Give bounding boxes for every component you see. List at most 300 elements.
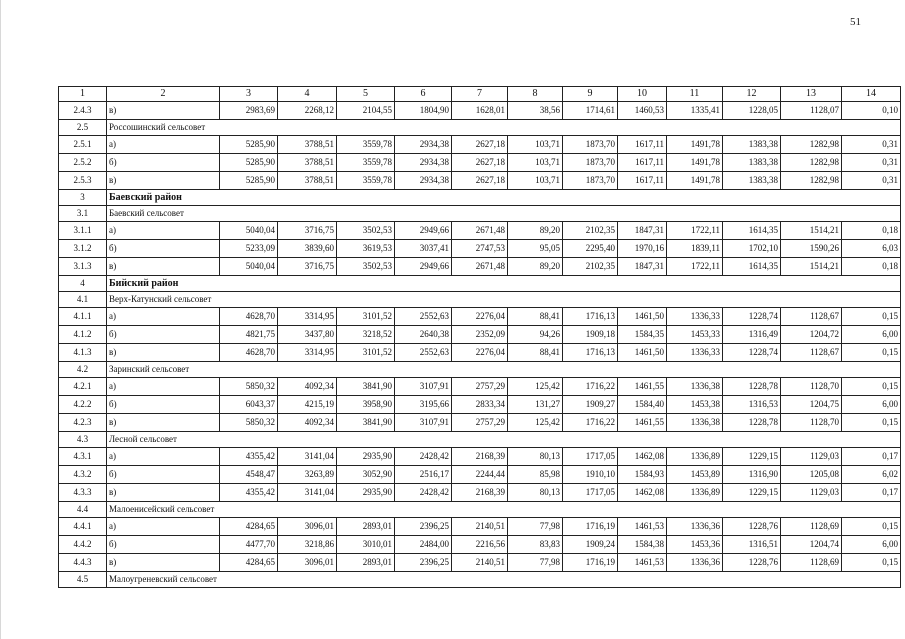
table-cell: 77,98 — [508, 518, 563, 536]
table-cell: 1491,78 — [667, 172, 723, 190]
table-cell: 0,31 — [842, 172, 901, 190]
table-cell: 1128,70 — [781, 414, 842, 432]
table-row — [59, 466, 901, 484]
table-row — [59, 484, 901, 502]
table-cell: 2949,66 — [395, 222, 452, 240]
table-cell: 2627,18 — [452, 136, 508, 154]
table-cell: 1282,98 — [781, 136, 842, 154]
table-cell: 1722,11 — [667, 222, 723, 240]
table-cell: 1336,36 — [667, 518, 723, 536]
row-code: 4.3.1 — [59, 448, 107, 466]
table-cell: 3096,01 — [278, 518, 337, 536]
table-cell: 4284,65 — [220, 518, 278, 536]
table-cell: 3218,86 — [278, 536, 337, 554]
table-cell: 2934,38 — [395, 154, 452, 172]
table-cell: 3841,90 — [337, 378, 395, 396]
table-cell: 0,17 — [842, 448, 901, 466]
table-cell: 0,31 — [842, 154, 901, 172]
table-cell: 3788,51 — [278, 136, 337, 154]
table-cell: 1228,05 — [723, 102, 781, 120]
table-cell: 3788,51 — [278, 154, 337, 172]
table-cell: 2671,48 — [452, 258, 508, 276]
row-code: 4.1.2 — [59, 326, 107, 344]
table-cell: 1336,89 — [667, 448, 723, 466]
column-header: 13 — [781, 87, 842, 102]
district-row — [59, 190, 901, 206]
table-cell: 1514,21 — [781, 222, 842, 240]
table-cell: 4092,34 — [278, 414, 337, 432]
table-cell: 1873,70 — [563, 154, 618, 172]
table-cell: 1461,53 — [618, 518, 667, 536]
table-cell: 1128,67 — [781, 344, 842, 362]
table-cell: 5285,90 — [220, 172, 278, 190]
table-cell: 3841,90 — [337, 414, 395, 432]
table-cell: 6043,37 — [220, 396, 278, 414]
row-code: 4.3.3 — [59, 484, 107, 502]
table-cell: 1383,38 — [723, 172, 781, 190]
table-cell: 1614,35 — [723, 258, 781, 276]
table-cell: 2102,35 — [563, 222, 618, 240]
table-cell: 1584,93 — [618, 466, 667, 484]
row-code: 3.1 — [59, 206, 107, 222]
row-option-label: в) — [107, 484, 220, 502]
table-cell: 3839,60 — [278, 240, 337, 258]
column-header: 6 — [395, 87, 452, 102]
council-title: Заринский сельсовет — [107, 362, 901, 378]
table-cell: 3716,75 — [278, 258, 337, 276]
row-option-label: а) — [107, 136, 220, 154]
council-title: Баевский сельсовет — [107, 206, 901, 222]
table-cell: 4477,70 — [220, 536, 278, 554]
row-code: 4.2.2 — [59, 396, 107, 414]
table-cell: 1453,36 — [667, 536, 723, 554]
table-cell: 1716,22 — [563, 414, 618, 432]
row-option-label: б) — [107, 154, 220, 172]
row-code: 3 — [59, 190, 107, 206]
table-cell: 2935,90 — [337, 448, 395, 466]
row-option-label: в) — [107, 554, 220, 572]
table-cell: 2484,00 — [395, 536, 452, 554]
table-cell: 1839,11 — [667, 240, 723, 258]
table-cell: 95,05 — [508, 240, 563, 258]
table-row — [59, 154, 901, 172]
table-cell: 3107,91 — [395, 414, 452, 432]
row-code: 4.1.1 — [59, 308, 107, 326]
table-cell: 94,26 — [508, 326, 563, 344]
table-cell: 0,17 — [842, 484, 901, 502]
table-cell: 1716,19 — [563, 518, 618, 536]
table-cell: 1628,01 — [452, 102, 508, 120]
table-cell: 4355,42 — [220, 448, 278, 466]
table-cell: 3010,01 — [337, 536, 395, 554]
table-cell: 3101,52 — [337, 308, 395, 326]
row-option-label: а) — [107, 448, 220, 466]
column-header: 12 — [723, 87, 781, 102]
table-cell: 2295,40 — [563, 240, 618, 258]
table-cell: 4628,70 — [220, 344, 278, 362]
table-cell: 1282,98 — [781, 154, 842, 172]
council-title: Россошинский сельсовет — [107, 120, 901, 136]
table-cell: 0,15 — [842, 344, 901, 362]
column-header: 1 — [59, 87, 107, 102]
table-cell: 2757,29 — [452, 378, 508, 396]
table-cell: 1228,74 — [723, 308, 781, 326]
council-row — [59, 362, 901, 378]
table-cell: 1336,38 — [667, 378, 723, 396]
district-row — [59, 276, 901, 292]
column-header: 9 — [563, 87, 618, 102]
table-cell: 3619,53 — [337, 240, 395, 258]
table-cell: 0,18 — [842, 258, 901, 276]
table-row — [59, 222, 901, 240]
table-cell: 5850,32 — [220, 414, 278, 432]
table-cell: 1584,38 — [618, 536, 667, 554]
table-cell: 1514,21 — [781, 258, 842, 276]
table-cell: 3101,52 — [337, 344, 395, 362]
council-row — [59, 206, 901, 222]
table-cell: 6,00 — [842, 396, 901, 414]
table-cell: 1617,11 — [618, 172, 667, 190]
district-title: Бийский район — [107, 276, 901, 292]
table-row — [59, 258, 901, 276]
table-cell: 1714,61 — [563, 102, 618, 120]
table-row — [59, 414, 901, 432]
column-header: 8 — [508, 87, 563, 102]
council-title: Малоугреневский сельсовет — [107, 572, 901, 588]
table-cell: 3314,95 — [278, 308, 337, 326]
table-cell: 1453,89 — [667, 466, 723, 484]
row-code: 2.4.3 — [59, 102, 107, 120]
column-header: 2 — [107, 87, 220, 102]
column-header: 14 — [842, 87, 901, 102]
table-cell: 77,98 — [508, 554, 563, 572]
table-cell: 1383,38 — [723, 154, 781, 172]
table-cell: 2168,39 — [452, 484, 508, 502]
table-cell: 1128,67 — [781, 308, 842, 326]
table-row — [59, 378, 901, 396]
row-code: 4 — [59, 276, 107, 292]
table-cell: 4548,47 — [220, 466, 278, 484]
table-cell: 1229,15 — [723, 484, 781, 502]
table-cell: 1909,18 — [563, 326, 618, 344]
row-code: 2.5 — [59, 120, 107, 136]
row-code: 3.1.1 — [59, 222, 107, 240]
table-cell: 3958,90 — [337, 396, 395, 414]
table-cell: 3263,89 — [278, 466, 337, 484]
table-cell: 3037,41 — [395, 240, 452, 258]
table-cell: 1462,08 — [618, 448, 667, 466]
table-row — [59, 102, 901, 120]
table-cell: 1204,74 — [781, 536, 842, 554]
table-cell: 2934,38 — [395, 136, 452, 154]
table-cell: 1316,53 — [723, 396, 781, 414]
table-cell: 2671,48 — [452, 222, 508, 240]
table-cell: 1460,53 — [618, 102, 667, 120]
table-cell: 1228,78 — [723, 414, 781, 432]
table-cell: 0,31 — [842, 136, 901, 154]
table-cell: 3559,78 — [337, 154, 395, 172]
table-cell: 1383,38 — [723, 136, 781, 154]
council-row — [59, 292, 901, 308]
table-cell: 1590,26 — [781, 240, 842, 258]
table-cell: 131,27 — [508, 396, 563, 414]
table-row — [59, 344, 901, 362]
table-cell: 1229,15 — [723, 448, 781, 466]
table-cell: 1204,75 — [781, 396, 842, 414]
table-cell: 1228,76 — [723, 518, 781, 536]
table-cell: 3107,91 — [395, 378, 452, 396]
table-cell: 2552,63 — [395, 308, 452, 326]
row-option-label: б) — [107, 240, 220, 258]
council-row — [59, 502, 901, 518]
table-cell: 103,71 — [508, 154, 563, 172]
table-cell: 3716,75 — [278, 222, 337, 240]
row-option-label: в) — [107, 258, 220, 276]
table-cell: 6,00 — [842, 326, 901, 344]
table-header-row — [59, 87, 901, 102]
table-cell: 1909,24 — [563, 536, 618, 554]
table-cell: 85,98 — [508, 466, 563, 484]
table-cell: 1316,51 — [723, 536, 781, 554]
row-option-label: а) — [107, 308, 220, 326]
row-code: 4.2.3 — [59, 414, 107, 432]
table-cell: 1462,08 — [618, 484, 667, 502]
table-cell: 5285,90 — [220, 154, 278, 172]
table-cell: 2216,56 — [452, 536, 508, 554]
table-cell: 88,41 — [508, 344, 563, 362]
table-cell: 1129,03 — [781, 448, 842, 466]
row-code: 4.3.2 — [59, 466, 107, 484]
council-title: Лесной сельсовет — [107, 432, 901, 448]
table-cell: 2893,01 — [337, 554, 395, 572]
table-cell: 5850,32 — [220, 378, 278, 396]
table-cell: 125,42 — [508, 378, 563, 396]
row-code: 3.1.3 — [59, 258, 107, 276]
table-cell: 1717,05 — [563, 484, 618, 502]
table-cell: 3559,78 — [337, 136, 395, 154]
table-cell: 2934,38 — [395, 172, 452, 190]
table-cell: 3788,51 — [278, 172, 337, 190]
table-cell: 1336,36 — [667, 554, 723, 572]
table-cell: 2104,55 — [337, 102, 395, 120]
row-option-label: б) — [107, 396, 220, 414]
column-header: 4 — [278, 87, 337, 102]
table-cell: 1128,69 — [781, 554, 842, 572]
table-cell: 1453,38 — [667, 396, 723, 414]
page-margin-line — [0, 0, 1, 639]
table-cell: 1461,50 — [618, 344, 667, 362]
row-code: 2.5.1 — [59, 136, 107, 154]
table-cell: 1716,13 — [563, 308, 618, 326]
row-option-label: в) — [107, 102, 220, 120]
table-cell: 5233,09 — [220, 240, 278, 258]
table-cell: 6,03 — [842, 240, 901, 258]
table-cell: 2833,34 — [452, 396, 508, 414]
row-code: 4.3 — [59, 432, 107, 448]
row-code: 4.4.1 — [59, 518, 107, 536]
table-row — [59, 136, 901, 154]
table-cell: 2140,51 — [452, 518, 508, 536]
table-cell: 2396,25 — [395, 518, 452, 536]
table-row — [59, 326, 901, 344]
row-code: 4.2.1 — [59, 378, 107, 396]
table-cell: 38,56 — [508, 102, 563, 120]
table-cell: 3502,53 — [337, 222, 395, 240]
row-code: 4.5 — [59, 572, 107, 588]
column-header: 7 — [452, 87, 508, 102]
table-cell: 0,15 — [842, 378, 901, 396]
table-row — [59, 448, 901, 466]
table-cell: 4628,70 — [220, 308, 278, 326]
table-cell: 2552,63 — [395, 344, 452, 362]
row-option-label: в) — [107, 344, 220, 362]
table-cell: 1461,55 — [618, 378, 667, 396]
table-cell: 4355,42 — [220, 484, 278, 502]
table-row — [59, 240, 901, 258]
table-row — [59, 308, 901, 326]
table-cell: 2352,09 — [452, 326, 508, 344]
table-cell: 1336,38 — [667, 414, 723, 432]
table-cell: 1461,53 — [618, 554, 667, 572]
row-code: 2.5.3 — [59, 172, 107, 190]
table-cell: 2949,66 — [395, 258, 452, 276]
column-header: 5 — [337, 87, 395, 102]
row-code: 4.4.2 — [59, 536, 107, 554]
table-cell: 1873,70 — [563, 136, 618, 154]
table-cell: 1335,41 — [667, 102, 723, 120]
council-row — [59, 572, 901, 588]
table-cell: 1491,78 — [667, 154, 723, 172]
table-cell: 3437,80 — [278, 326, 337, 344]
table-cell: 1702,10 — [723, 240, 781, 258]
table-cell: 83,83 — [508, 536, 563, 554]
table-cell: 3052,90 — [337, 466, 395, 484]
table-cell: 1336,33 — [667, 308, 723, 326]
table-cell: 1128,69 — [781, 518, 842, 536]
table-cell: 6,00 — [842, 536, 901, 554]
column-header: 3 — [220, 87, 278, 102]
table-cell: 1336,33 — [667, 344, 723, 362]
table-cell: 2428,42 — [395, 484, 452, 502]
table-cell: 1584,35 — [618, 326, 667, 344]
table-cell: 1129,03 — [781, 484, 842, 502]
table-cell: 1584,40 — [618, 396, 667, 414]
row-option-label: б) — [107, 536, 220, 554]
table-cell: 1910,10 — [563, 466, 618, 484]
table-cell: 1128,07 — [781, 102, 842, 120]
row-code: 2.5.2 — [59, 154, 107, 172]
table-cell: 1461,50 — [618, 308, 667, 326]
row-option-label: в) — [107, 172, 220, 190]
table-cell: 89,20 — [508, 222, 563, 240]
row-code: 4.2 — [59, 362, 107, 378]
table-cell: 2396,25 — [395, 554, 452, 572]
table-row — [59, 536, 901, 554]
table-cell: 0,18 — [842, 222, 901, 240]
table-cell: 2268,12 — [278, 102, 337, 120]
table-cell: 2244,44 — [452, 466, 508, 484]
table-cell: 2757,29 — [452, 414, 508, 432]
table-cell: 1461,55 — [618, 414, 667, 432]
column-header: 11 — [667, 87, 723, 102]
table-cell: 4284,65 — [220, 554, 278, 572]
table-cell: 1282,98 — [781, 172, 842, 190]
table-cell: 1128,70 — [781, 378, 842, 396]
table-row — [59, 554, 901, 572]
row-option-label: а) — [107, 378, 220, 396]
table-cell: 125,42 — [508, 414, 563, 432]
table-cell: 0,15 — [842, 308, 901, 326]
table-cell: 1228,74 — [723, 344, 781, 362]
table-cell: 6,02 — [842, 466, 901, 484]
table-cell: 2983,69 — [220, 102, 278, 120]
table-cell: 3141,04 — [278, 448, 337, 466]
table-cell: 0,10 — [842, 102, 901, 120]
table-cell: 2276,04 — [452, 308, 508, 326]
table-cell: 2102,35 — [563, 258, 618, 276]
row-option-label: б) — [107, 466, 220, 484]
table-cell: 1617,11 — [618, 154, 667, 172]
table-cell: 4092,34 — [278, 378, 337, 396]
table-cell: 3314,95 — [278, 344, 337, 362]
table-cell: 1228,76 — [723, 554, 781, 572]
table-cell: 89,20 — [508, 258, 563, 276]
table-cell: 1316,90 — [723, 466, 781, 484]
council-title: Верх-Катунский сельсовет — [107, 292, 901, 308]
table-cell: 2516,17 — [395, 466, 452, 484]
row-code: 4.1 — [59, 292, 107, 308]
table-cell: 1716,13 — [563, 344, 618, 362]
table-cell: 1336,89 — [667, 484, 723, 502]
table-cell: 2893,01 — [337, 518, 395, 536]
council-row — [59, 432, 901, 448]
table-cell: 1873,70 — [563, 172, 618, 190]
table-cell: 0,15 — [842, 554, 901, 572]
table-cell: 1970,16 — [618, 240, 667, 258]
row-option-label: а) — [107, 222, 220, 240]
tariff-table — [58, 86, 901, 588]
table-cell: 80,13 — [508, 448, 563, 466]
table-cell: 103,71 — [508, 136, 563, 154]
council-row — [59, 120, 901, 136]
table-row — [59, 518, 901, 536]
council-title: Малоенисейский сельсовет — [107, 502, 901, 518]
table-cell: 1491,78 — [667, 136, 723, 154]
table-cell: 2627,18 — [452, 154, 508, 172]
page-number: 51 — [850, 16, 861, 28]
table-cell: 88,41 — [508, 308, 563, 326]
table-cell: 1909,27 — [563, 396, 618, 414]
table-cell: 1204,72 — [781, 326, 842, 344]
table-body — [59, 87, 901, 588]
district-title: Баевский район — [107, 190, 901, 206]
row-option-label: б) — [107, 326, 220, 344]
table-cell: 2428,42 — [395, 448, 452, 466]
table-cell: 2640,38 — [395, 326, 452, 344]
table-cell: 3502,53 — [337, 258, 395, 276]
table-cell: 1722,11 — [667, 258, 723, 276]
table-row — [59, 172, 901, 190]
table-cell: 2747,53 — [452, 240, 508, 258]
table-cell: 2935,90 — [337, 484, 395, 502]
table-cell: 4821,75 — [220, 326, 278, 344]
table-cell: 1804,90 — [395, 102, 452, 120]
table-cell: 103,71 — [508, 172, 563, 190]
table-cell: 0,15 — [842, 518, 901, 536]
row-code: 4.4 — [59, 502, 107, 518]
table-cell: 5040,04 — [220, 222, 278, 240]
row-code: 4.1.3 — [59, 344, 107, 362]
